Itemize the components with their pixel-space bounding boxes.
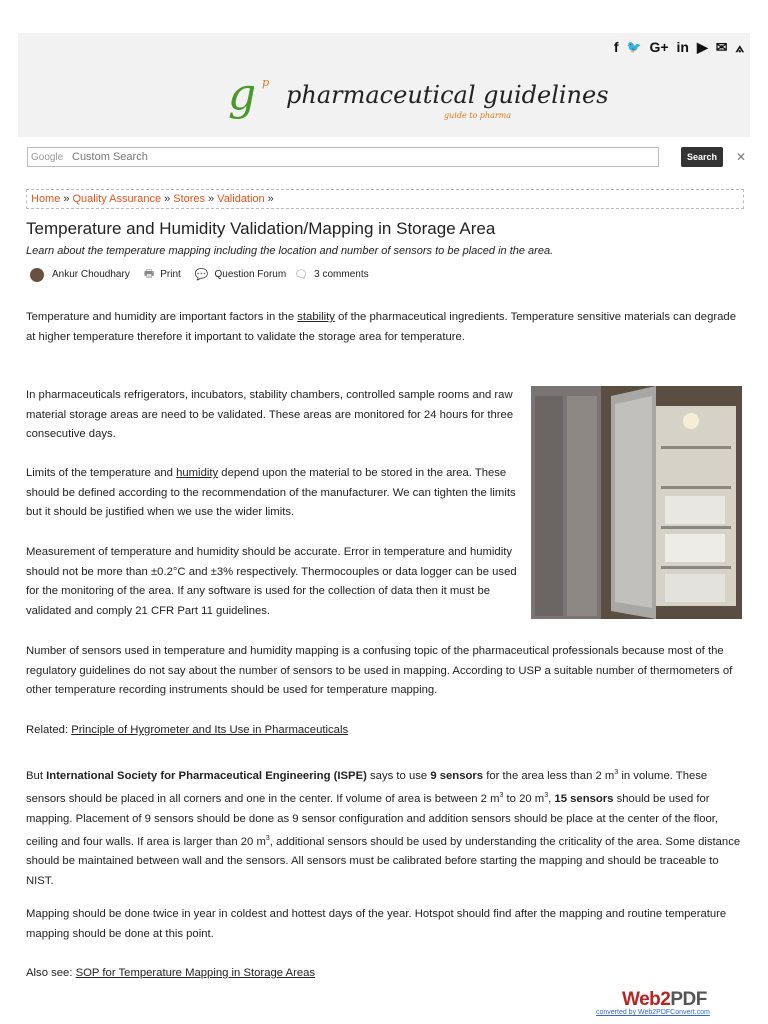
- search-field: [27, 147, 659, 167]
- brand-web2: Web2: [622, 989, 671, 1010]
- search-input[interactable]: [70, 149, 634, 165]
- rss-icon[interactable]: ⟑: [735, 39, 744, 55]
- paragraph-mapping: Mapping should be done twice in year in coldest and hottest days of the year. Hotspot should find after the mapping and routine temperature mapping should be done at this point.: [26, 908, 727, 940]
- facebook-icon[interactable]: f: [613, 39, 619, 55]
- text: , additional sensors should be used by understanding the criticality of the area. Some distance should be maintained between wall and the sensors. All sensors must be calibrated before starting the mapping and should be traceable to NIST.: [26, 835, 741, 887]
- print-link[interactable]: Print: [160, 269, 181, 280]
- paragraph-areas: In pharmaceuticals refrigerators, incubators, stability chambers, controlled sample rooms and raw material storage areas are need to be validated. These areas are monitored for 24 hours for three consecutive days.: [26, 389, 514, 440]
- twitter-icon[interactable]: 🐦: [626, 40, 642, 54]
- author-link[interactable]: Ankur Choudhary: [52, 269, 130, 280]
- superscript: 3: [614, 769, 619, 776]
- text: of the pharmaceutical ingredients. Temperature sensitive materials can degrade at higher temperature therefore it important to validate the storage area for temperature.: [26, 311, 736, 343]
- site-header: [18, 33, 750, 137]
- fifteen-sensors-text: 15 sensors: [554, 793, 614, 806]
- close-icon[interactable]: ✕: [736, 150, 747, 164]
- humidity-link[interactable]: humidity: [176, 467, 219, 479]
- forum-link[interactable]: Question Forum: [214, 269, 287, 280]
- avatar: [30, 268, 44, 282]
- brand-pdf: PDF: [670, 989, 707, 1010]
- logo-tagline: guide to pharma: [444, 111, 512, 120]
- text: says to use: [366, 769, 431, 782]
- google-plus-icon[interactable]: G+: [649, 39, 669, 55]
- page-title: Temperature and Humidity Validation/Mapping in Storage Area: [26, 219, 496, 238]
- comment-icon[interactable]: 🗨: [294, 269, 309, 281]
- breadcrumb-sep: »: [208, 193, 215, 205]
- converted-by-link[interactable]: converted by Web2PDFConvert.com: [596, 1009, 710, 1016]
- also-see-link[interactable]: SOP for Temperature Mapping in Storage Areas: [75, 967, 316, 979]
- text: Temperature and humidity are important factors in the: [26, 311, 298, 323]
- also-see-line: [26, 964, 742, 984]
- google-brand: Google: [31, 152, 64, 163]
- nine-sensors-text: 9 sensors: [430, 769, 484, 782]
- text: to 20 m: [503, 793, 545, 806]
- search-bar: [27, 147, 747, 169]
- breadcrumb-sep: »: [267, 193, 274, 205]
- breadcrumb-sep: »: [164, 193, 171, 205]
- logo-name: pharmaceutical guidelines: [286, 81, 609, 109]
- superscript: 3: [499, 792, 504, 800]
- related-line: [26, 721, 742, 741]
- breadcrumb-stores[interactable]: Stores: [173, 193, 206, 205]
- stability-link[interactable]: stability: [297, 311, 335, 323]
- site-logo[interactable]: [228, 69, 609, 123]
- ispe-text: International Society for Pharmaceutical Engineering (ISPE): [46, 769, 367, 782]
- superscript: 3: [544, 792, 549, 800]
- logo-mark: p g: [228, 69, 270, 120]
- article-meta: [30, 265, 369, 284]
- text: But: [26, 769, 47, 782]
- text: for the area less than 2 m: [483, 769, 615, 782]
- also-label: Also see:: [26, 967, 76, 979]
- email-icon[interactable]: ✉: [715, 39, 728, 55]
- forum-icon[interactable]: 💬: [194, 269, 209, 281]
- print-icon[interactable]: 🖶: [143, 268, 155, 280]
- paragraph-limits: [26, 464, 518, 523]
- breadcrumb: [26, 189, 744, 209]
- social-links: [614, 39, 744, 55]
- storage-chamber-image: [531, 386, 742, 619]
- breadcrumb-sep: »: [63, 193, 70, 205]
- search-button[interactable]: Search: [681, 147, 723, 167]
- text: depend upon the material to be stored in the area. These should be defined according to the recommendation of the manufacturer. We can tighten the limits but it should be justified when we use the wider limits.: [26, 467, 516, 518]
- breadcrumb-quality-assurance[interactable]: Quality Assurance: [72, 193, 162, 205]
- web2pdf-badge[interactable]: [596, 989, 746, 1019]
- breadcrumb-validation[interactable]: Validation: [217, 193, 265, 205]
- text: in volume. These sensors should be placed in all corners and one in the center. If volume of area is between 2 m: [26, 769, 708, 806]
- text: should be used for mapping. Placement of 9 sensors should be done as 9 sensor configuration and addition sensors should be place at the center of the floor, ceiling and four walls. If area is larger than 20 m: [26, 793, 719, 848]
- youtube-icon[interactable]: ▶: [696, 39, 708, 55]
- related-link[interactable]: Principle of Hygrometer and Its Use in Pharmaceuticals: [71, 724, 349, 736]
- web2pdf-logo: [622, 989, 707, 1011]
- paragraph-intro: [26, 308, 742, 347]
- paragraph-measurement: Measurement of temperature and humidity should be accurate. Error in temperature and humidity should not be more than ±0.2°C and ±3% respectively. Thermocouples or data logger can be used for the monitoring of the area. If any software is used for the collection of data then it must be validated and comply 21 CFR Part 11 guidelines.: [26, 546, 517, 617]
- text: Limits of the temperature and: [26, 467, 177, 479]
- paragraph-sensors: Number of sensors used in temperature and humidity mapping is a confusing topic of the pharmaceutical professionals because most of the regulatory guidelines do not say about the number of sensors to be used in mapping. According to USP a suitable number of thermometers of other temperature recording instruments should be used for temperature mapping.: [26, 645, 733, 696]
- related-label: Related:: [26, 724, 72, 736]
- text: ,: [548, 793, 555, 806]
- superscript: 3: [265, 835, 270, 843]
- breadcrumb-home[interactable]: Home: [31, 193, 61, 205]
- comments-link[interactable]: 3 comments: [314, 269, 369, 280]
- paragraph-ispe: [26, 763, 742, 891]
- linkedin-icon[interactable]: in: [676, 39, 689, 55]
- page-subtitle: Learn about the temperature mapping including the location and number of sensors to be placed in the area.: [26, 245, 554, 257]
